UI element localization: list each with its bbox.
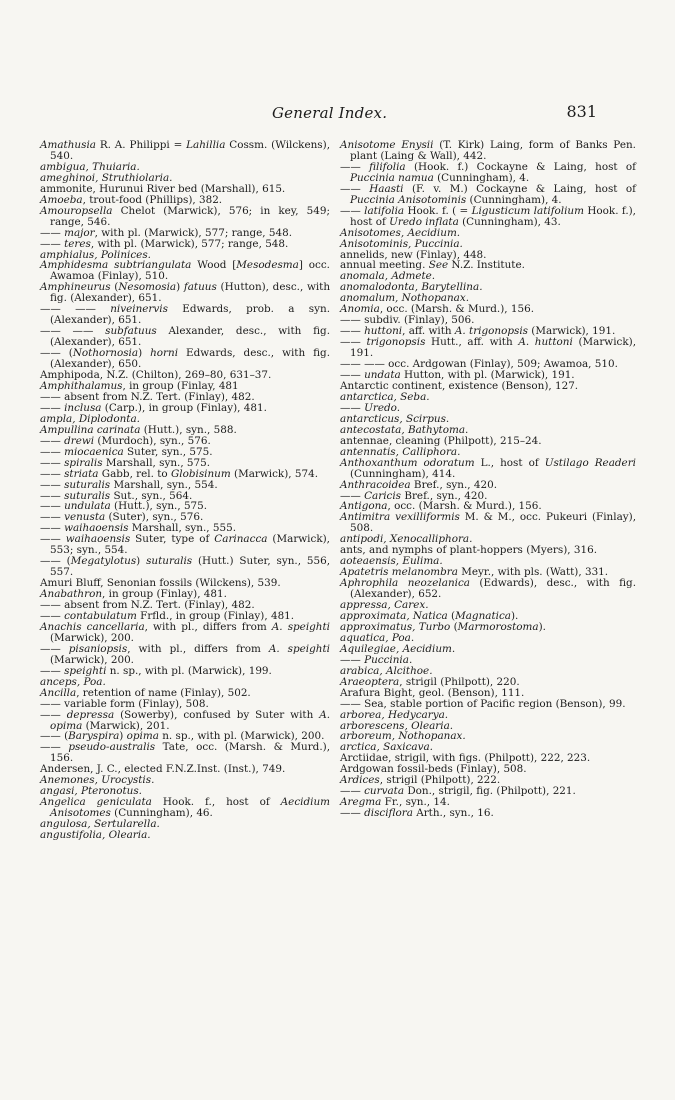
index-entry: —— Uredo. — [340, 401, 400, 414]
index-entry: —— miocaenica Suter, syn., 575. — [40, 445, 213, 458]
index-entry: Amoeba, trout-food (Phillips), 382. — [40, 193, 223, 206]
index-entry: —— major, with pl. (Marwick), 577; range, 548. — [40, 226, 293, 239]
running-title: General Index. — [272, 104, 388, 122]
index-entry: —— pisaniopsis, with pl., differs from A. speighti (Marwick), 200. — [40, 642, 330, 666]
index-entry: Araeoptera, strigil (Philpott), 220. — [340, 675, 520, 688]
index-entry: Anisotominis, Puccinia. — [340, 237, 463, 250]
index-entry: approximatus, Turbo (Marmorostoma). — [340, 620, 546, 633]
index-entry: —— pseudo-australis Tate, occ. (Marsh. & Murd.), 156. — [40, 741, 330, 765]
index-entry: approximata, Natica (Magnatica). — [340, 609, 519, 622]
index-entry: arborea, Hedycarya. — [340, 708, 449, 721]
index-entry: Anthracoidea Bref., syn., 420. — [340, 478, 498, 491]
index-entry: —— Puccinia. — [340, 653, 413, 666]
index-entry: antennatis, Calliphora. — [340, 445, 461, 458]
index-entry: Ardices, strigil (Philpott), 222. — [340, 774, 501, 787]
index-entry: —— Haasti (F. v. M.) Cockayne & Laing, host of Puccinia Anisotominis (Cunningham), 4. — [340, 182, 636, 206]
index-entry: —— —— niveinervis Edwards, prob. a syn. (Alexander), 651. — [40, 303, 331, 327]
index-entry: arboreum, Nothopanax. — [340, 730, 466, 743]
index-entry: antecostata, Bathytoma. — [340, 423, 469, 436]
index-entry: angasi, Pteronotus. — [40, 785, 142, 798]
index-entry: Anthoxanthum odoratum L., host of Ustilago Readeri (Cunningham), 414. — [340, 456, 636, 480]
index-entry: Anachis cancellaria, with pl., differs from A. speighti (Marwick), 200. — [40, 620, 330, 644]
index-column-right — [340, 140, 636, 819]
index-entry: Aphrophila neozelanica (Edwards), desc., with fig. (Alexander), 652. — [340, 577, 636, 601]
index-entry: —— waihaoensis Marshall, syn., 555. — [40, 522, 236, 535]
index-entry: appressa, Carex. — [340, 599, 429, 612]
index-entry: amphialus, Polinices. — [40, 248, 151, 261]
index-column-left — [40, 140, 330, 841]
index-entry: ambigua, Thuiaria. — [40, 160, 140, 173]
index-entry: angulosa, Sertularella. — [40, 818, 160, 831]
index-entry: Anomia, occ. (Marsh. & Murd.), 156. — [340, 303, 535, 316]
index-entry: Anemones, Urocystis. — [40, 774, 155, 787]
index-entry: Ampullina carinata (Hutt.), syn., 588. — [40, 423, 237, 436]
index-entry: antennae, cleaning (Philpott), 215–24. — [340, 434, 542, 447]
page-header — [40, 104, 635, 124]
index-entry: anomalum, Nothopanax. — [340, 292, 470, 305]
index-entry: —— trigonopsis Hutt., aff. with A. huttoni (Marwick), 191. — [340, 336, 636, 360]
index-entry: Andersen, J. C., elected F.N.Z.Inst. (Inst.), 749. — [40, 763, 286, 776]
index-entry: —— striata Gabb, rel. to Globisinum (Marwick), 574. — [40, 467, 319, 480]
index-entry: Amphineurus (Nesomosia) fatuus (Hutton), desc., with fig. (Alexander), 651. — [40, 281, 331, 305]
index-entry: —— curvata Don., strigil, fig. (Philpott), 221. — [340, 785, 576, 798]
index-entry: —— contabulatum Frfld., in group (Finlay), 481. — [40, 609, 295, 622]
index-entry: ameghinoi, Struthiolaria. — [40, 171, 173, 184]
index-entry: —— (Nothornosia) horni Edwards, desc., with fig. (Alexander), 650. — [40, 347, 331, 371]
index-entry: antipodi, Xenocalliphora. — [340, 533, 473, 546]
index-entry: angustifolia, Olearia. — [40, 829, 151, 842]
index-entry: ammonite, Hurunui River bed (Marshall), 615. — [40, 182, 286, 195]
index-entry: aquatica, Poa. — [340, 631, 415, 644]
index-entry: Antimitra vexilliformis M. & M., occ. Pukeuri (Finlay), 508. — [340, 511, 636, 535]
index-entry: —— filifolia (Hook. f.) Cockayne & Laing, host of Puccinia namua (Cunningham), 4. — [340, 160, 636, 184]
index-entry: annual meeting. See N.Z. Institute. — [340, 259, 525, 272]
index-entry: —— huttoni, aff. with A. trigonopsis (Marwick), 191. — [340, 325, 616, 338]
index-entry: Arafura Bight, geol. (Benson), 111. — [340, 686, 525, 699]
index-entry: —— suturalis Sut., syn., 564. — [40, 489, 193, 502]
index-entry: Anabathron, in group (Finlay), 481. — [40, 588, 227, 601]
index-entry: —— Caricis Bref., syn., 420. — [340, 489, 488, 502]
index-entry: Arctiidae, strigil, with figs. (Philpott), 222, 223. — [340, 752, 591, 765]
index-entry: antarcticus, Scirpus. — [340, 412, 450, 425]
index-entry: —— Sea, stable portion of Pacific region (Benson), 99. — [340, 697, 626, 710]
index-entry: —— waihaoensis Suter, type of Carinacca (Marwick), 553; syn., 554. — [40, 533, 330, 557]
index-entry: ants, and nymphs of plant-hoppers (Myers), 316. — [340, 544, 597, 557]
index-entry: Amphithalamus, in group (Finlay, 481 — [40, 379, 239, 392]
index-entry: —— disciflora Arth., syn., 16. — [340, 807, 494, 820]
index-entry: —— suturalis Marshall, syn., 554. — [40, 478, 218, 491]
index-entry: —— subdiv. (Finlay), 506. — [340, 314, 475, 327]
index-entry: —— depressa (Sowerby), confused by Suter with A. opima (Marwick), 201. — [40, 708, 330, 732]
index-entry: Angelica geniculata Hook. f., host of Aecidium Anisotomes (Cunningham), 46. — [40, 796, 330, 820]
index-entry: Amphipoda, N.Z. (Chilton), 269–80, 631–37. — [40, 369, 272, 382]
index-entry: —— undata Hutton, with pl. (Marwick), 191. — [340, 369, 575, 382]
index-entry: —— —— occ. Ardgowan (Finlay), 509; Awamoa, 510. — [340, 358, 618, 371]
index-entry: anceps, Poa. — [40, 675, 106, 688]
index-entry: anomala, Admete. — [340, 270, 436, 283]
index-entry: —— speighti n. sp., with pl. (Marwick), 199. — [40, 664, 272, 677]
index-entry: aoteaensis, Eulima. — [340, 555, 443, 568]
index-entry: —— undulata (Hutt.), syn., 575. — [40, 500, 208, 513]
page-number: 831 — [566, 102, 597, 121]
index-entry: anomalodonta, Barytellina. — [340, 281, 483, 294]
index-entry: —— (Megatylotus) suturalis (Hutt.) Suter, syn., 556, 557. — [40, 555, 331, 579]
index-entry: —— variable form (Finlay), 508. — [40, 697, 209, 710]
index-entry: —— (Baryspira) opima n. sp., with pl. (Marwick), 200. — [40, 730, 325, 743]
index-entry: Anisotome Enysii (T. Kirk) Laing, form of Banks Pen. plant (Laing & Wall), 442. — [340, 139, 636, 162]
index-entry: arborescens, Olearia. — [340, 719, 454, 732]
index-entry: Apatetris melanombra Meyr., with pls. (Watt), 331. — [340, 566, 609, 579]
index-entry: —— inclusa (Carp.), in group (Finlay), 481. — [40, 401, 267, 414]
index-entry: —— absent from N.Z. Tert. (Finlay), 482. — [40, 390, 255, 403]
index-entry: Ancilla, retention of name (Finlay), 502. — [40, 686, 251, 699]
index-entry: Aregma Fr., syn., 14. — [340, 796, 450, 809]
index-entry: antarctica, Seba. — [340, 390, 430, 403]
index-entry: —— teres, with pl. (Marwick), 577; range, 548. — [40, 237, 289, 250]
index-entry: annelids, new (Finlay), 448. — [340, 248, 487, 261]
index-entry: —— spiralis Marshall, syn., 575. — [40, 456, 211, 469]
index-entry: —— drewi (Murdoch), syn., 576. — [40, 434, 211, 447]
index-entry: Amouropsella Chelot (Marwick), 576; in key, 549; range, 546. — [40, 204, 330, 228]
index-entry: —— absent from N.Z. Tert. (Finlay), 482. — [40, 599, 255, 612]
index-entry: —— venusta (Suter), syn., 576. — [40, 511, 204, 524]
index-entry: Anisotomes, Aecidium. — [340, 226, 461, 239]
index-entry: Antarctic continent, existence (Benson), 127. — [340, 379, 579, 392]
index-entry: Antigona, occ. (Marsh. & Murd.), 156. — [340, 500, 542, 513]
index-entry: —— —— subfatuus Alexander, desc., with fig. (Alexander), 651. — [40, 325, 331, 349]
index-entry: Amphidesma subtriangulata Wood [Mesodesma] occ. Awamoa (Finlay), 510. — [40, 259, 330, 283]
index-entry: Ardgowan fossil-beds (Finlay), 508. — [340, 763, 527, 776]
index-entry: Amuri Bluff, Senonian fossils (Wilckens), 539. — [40, 577, 281, 590]
index-entry: arctica, Saxicava. — [340, 741, 433, 754]
index-entry: arabica, Alcithoe. — [340, 664, 433, 677]
index-entry: ampla, Diplodonta. — [40, 412, 140, 425]
index-entry: Aquilegiae, Aecidium. — [340, 642, 456, 655]
index-entry: —— latifolia Hook. f. ( = Ligusticum latifolium Hook. f.), host of Uredo inflata (Cunningham), 43. — [340, 204, 636, 228]
index-entry: Amathusia R. A. Philippi = Lahillia Cossm. (Wilckens), 540. — [40, 139, 330, 162]
